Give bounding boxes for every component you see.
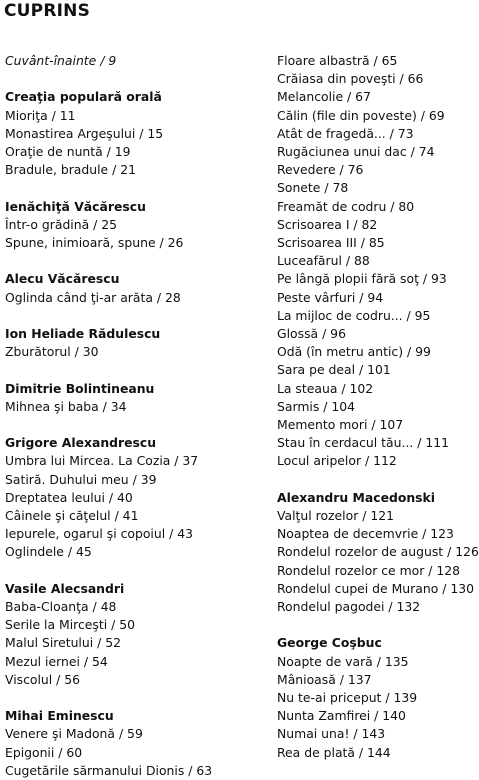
toc-right-column — [277, 52, 477, 762]
toc-entry: Rondelul rozelor de august / 126 — [277, 544, 479, 560]
section-gap — [5, 252, 255, 270]
toc-entry: Rondelul pagodei / 132 — [277, 599, 421, 615]
toc-entry: Nu te-ai priceput / 139 — [277, 690, 418, 706]
toc-entry: Serile la Mirceşti / 50 — [5, 617, 135, 633]
toc-entry: Mânioasă / 137 — [277, 671, 372, 687]
section-gap — [5, 361, 255, 379]
toc-author-heading: Alexandru Macedonski — [277, 489, 436, 505]
toc-entry: Călin (file din poveste) / 69 — [277, 107, 445, 123]
toc-author-heading: Ienăchiţă Văcărescu — [5, 198, 146, 214]
toc-intro-entry: Cuvânt-înainte / 9 — [5, 53, 117, 68]
section-gap — [277, 616, 477, 634]
toc-entry: Într-o grădină / 25 — [5, 216, 118, 232]
toc-entry: Crăiasa din poveşti / 66 — [277, 71, 424, 87]
toc-entry: Oraţie de nuntă / 19 — [5, 144, 131, 159]
toc-entry: Rea de plată / 144 — [277, 744, 391, 760]
section-gap — [5, 179, 255, 197]
toc-entry: Noaptea de decemvrie / 123 — [277, 526, 454, 542]
toc-entry: Melancolie / 67 — [277, 89, 371, 105]
toc-entry: Câinele şi căţelul / 41 — [5, 507, 139, 523]
toc-entry: Rondelul rozelor ce mor / 128 — [277, 562, 461, 578]
toc-entry: Oglindele / 45 — [5, 544, 92, 560]
toc-entry: Malul Siretului / 52 — [5, 635, 121, 651]
toc-entry: Memento mori / 107 — [277, 417, 404, 433]
toc-entry: Epigonii / 60 — [5, 744, 83, 760]
section-gap — [5, 562, 255, 580]
toc-entry: Numai una! / 143 — [277, 726, 386, 742]
toc-entry: Odă (în metru antic) / 99 — [277, 344, 431, 360]
section-gap — [5, 689, 255, 707]
toc-entry: Monastirea Argeşului / 15 — [5, 125, 164, 141]
toc-entry: Mihnea şi baba / 34 — [5, 398, 127, 414]
toc-entry: Floare albastră / 65 — [277, 53, 398, 68]
toc-entry: Valţul rozelor / 121 — [277, 508, 394, 524]
toc-author-heading: Creaţia populară orală — [5, 89, 162, 105]
toc-entry: Venere şi Madonă / 59 — [5, 726, 143, 742]
toc-entry: Stau în cerdacul tău... / 111 — [277, 435, 449, 451]
toc-entry: Satiră. Duhului meu / 39 — [5, 471, 157, 487]
toc-entry: Locul aripelor / 112 — [277, 453, 397, 469]
section-gap — [5, 416, 255, 434]
toc-entry: Noapte de vară / 135 — [277, 653, 409, 669]
toc-entry: Spune, inimioară, spune / 26 — [5, 235, 184, 250]
toc-author-heading: Ion Heliade Rădulescu — [5, 325, 161, 341]
toc-entry: Peste vârfuri / 94 — [277, 289, 384, 305]
toc-entry: Mezul iernei / 54 — [5, 653, 108, 669]
section-gap — [5, 70, 255, 88]
toc-entry: La mijloc de codru... / 95 — [277, 307, 431, 323]
toc-entry: Viscolul / 56 — [5, 671, 81, 687]
toc-entry: Luceafărul / 88 — [277, 253, 370, 269]
toc-author-heading: George Coşbuc — [277, 635, 382, 651]
toc-entry: Rondelul cupei de Murano / 130 — [277, 580, 474, 596]
section-gap — [277, 471, 477, 489]
toc-entry: Oglinda când ţi-ar arăta / 28 — [5, 289, 181, 305]
toc-entry: Pe lângă plopii fără soţ / 93 — [277, 271, 447, 287]
toc-entry: Cugetările sărmanului Dionis / 63 — [5, 762, 213, 778]
toc-author-heading: Alecu Văcărescu — [5, 271, 120, 287]
toc-entry: Scrisoarea I / 82 — [277, 216, 378, 232]
section-gap — [5, 307, 255, 325]
toc-entry: Nunta Zamfirei / 140 — [277, 708, 406, 724]
toc-left-column — [5, 52, 255, 780]
toc-entry: Mioriţa / 11 — [5, 107, 76, 123]
toc-entry: La steaua / 102 — [277, 380, 374, 396]
page-title: CUPRINS — [4, 1, 91, 21]
toc-author-heading: Dimitrie Bolintineanu — [5, 380, 155, 396]
toc-author-heading: Mihai Eminescu — [5, 708, 114, 724]
toc-author-heading: Grigore Alexandrescu — [5, 435, 157, 451]
toc-entry: Sonete / 78 — [277, 180, 349, 196]
toc-entry: Baba-Cloanţa / 48 — [5, 598, 117, 614]
toc-entry: Glossă / 96 — [277, 326, 346, 342]
toc-entry: Atât de fragedă... / 73 — [277, 125, 414, 141]
toc-entry: Rugăciunea unui dac / 74 — [277, 144, 435, 160]
toc-author-heading: Vasile Alecsandri — [5, 580, 125, 596]
toc-entry: Scrisoarea III / 85 — [277, 235, 385, 251]
toc-entry: Iepurele, ogarul şi copoiul / 43 — [5, 526, 193, 542]
toc-entry: Zburătorul / 30 — [5, 344, 99, 360]
toc-entry: Revedere / 76 — [277, 162, 364, 178]
toc-entry: Sarmis / 104 — [277, 398, 356, 414]
toc-entry: Dreptatea leului / 40 — [5, 489, 133, 505]
toc-entry: Freamăt de codru / 80 — [277, 198, 415, 214]
toc-entry: Bradule, bradule / 21 — [5, 162, 137, 178]
toc-entry: Sara pe deal / 101 — [277, 362, 391, 378]
toc-entry: Umbra lui Mircea. La Cozia / 37 — [5, 453, 199, 469]
